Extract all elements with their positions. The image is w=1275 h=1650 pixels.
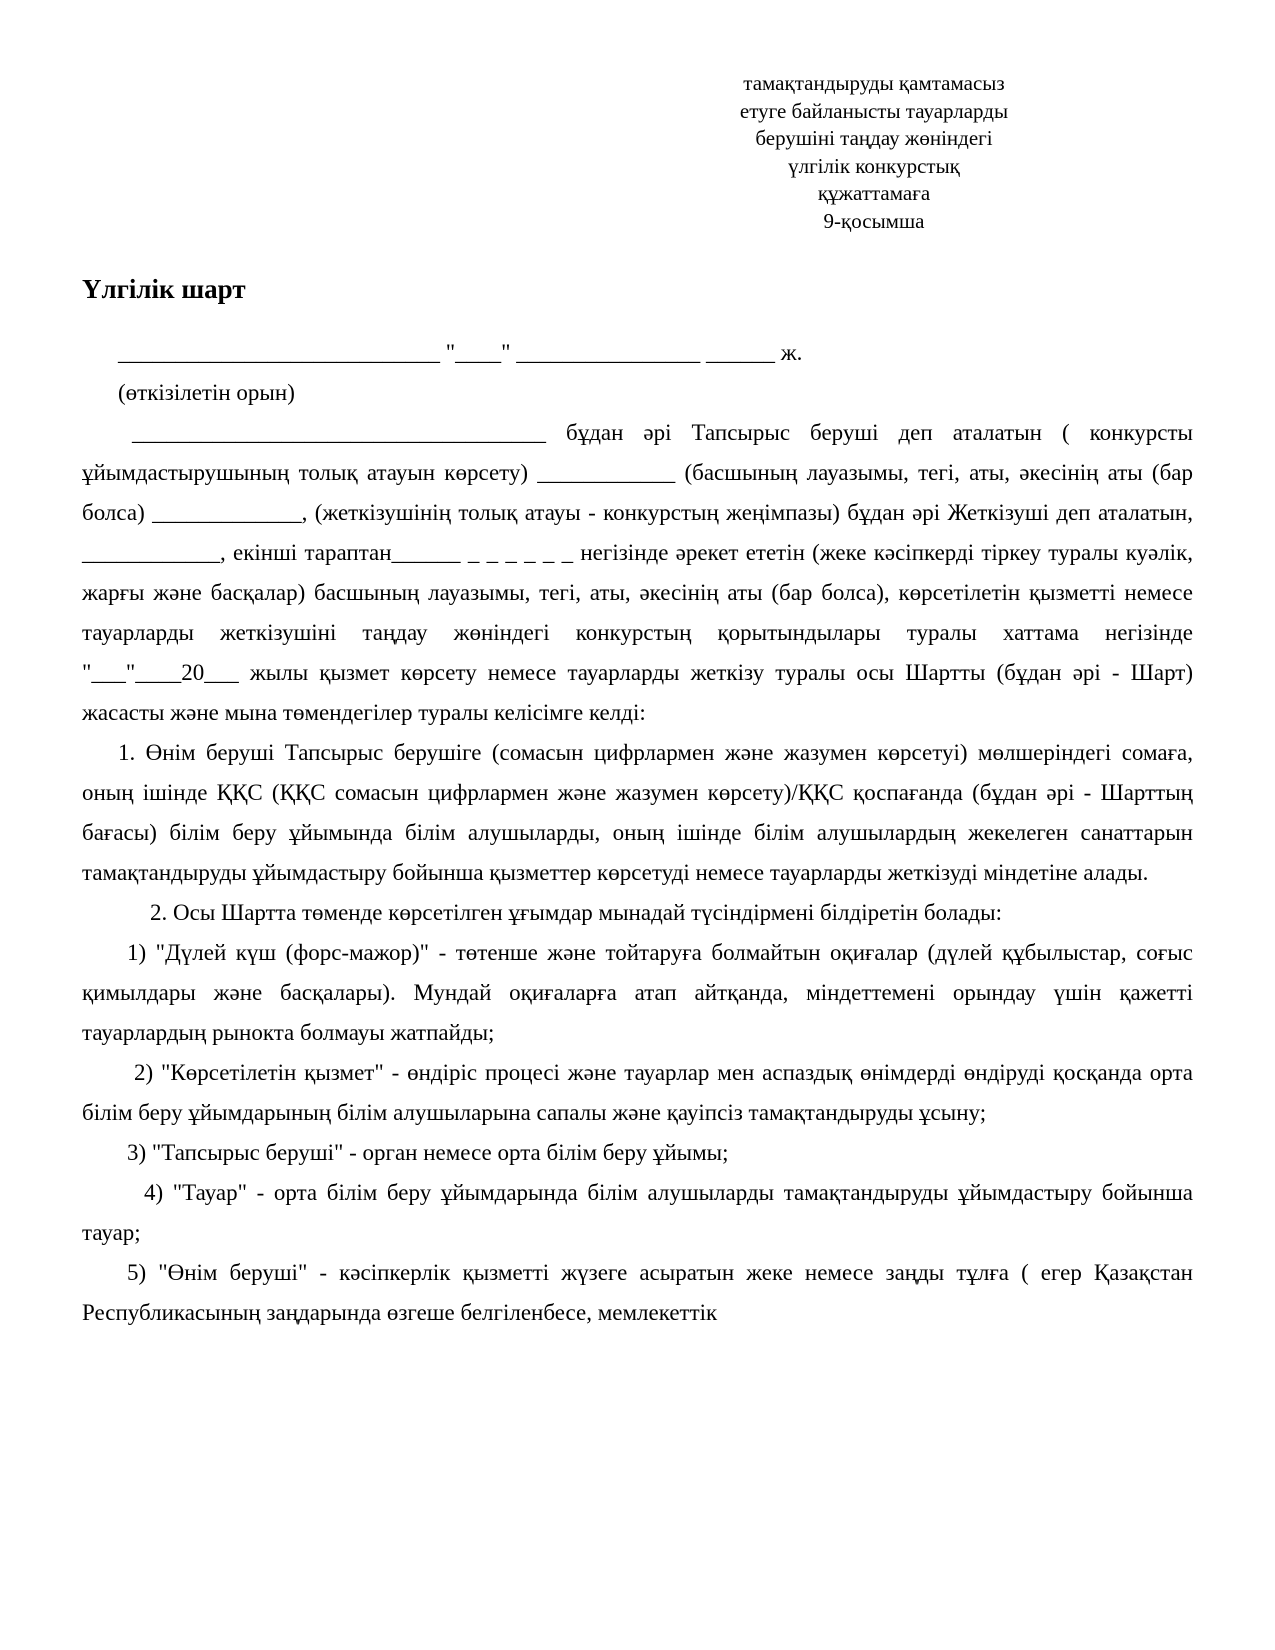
appendix-note-line: үлгілік конкурстық xyxy=(788,153,960,178)
appendix-note-line: құжаттамаға xyxy=(817,181,931,205)
paragraph-definition-5: 5) "Өнім беруші" - кәсіпкерлік қызметті жүзеге асыратын жеке немесе заңды тұлға ( егер Қазақстан Республикасының заңдарында өзгеше белгіленбесе, мемлекеттік xyxy=(82,1260,1193,1325)
paragraph-definition-3: 3) "Тапсырыс беруші" - орган немесе орта білім беру ұйымы; xyxy=(127,1140,729,1165)
paragraph-definition-1: 1) "Дүлей күш (форс-мажор)" - төтенше және тойтаруға болмайтын оқиғалар (дүлей құбылыстар, соғыс қимылдары және басқалары). Мундай оқиғаларға атап айтқанда, міндеттемені орындау үшін қажетті тауарлардың рынокта болмауы жатпайды; xyxy=(82,940,1193,1045)
paragraph-clause-1: 1. Өнім беруші Тапсырыс берушіге (сомасын цифрлармен және жазумен көрсетуі) мөлшеріндегі сомаға, оның ішінде ҚҚС (ҚҚС сомасын цифрлармен және жазумен көрсету)/ҚҚС қоспағанда (бұдан әрі - Шарттың бағасы) білім беру ұйымында білім алушыларды, оның ішінде білім алушылардың жекелеген санаттарын тамақтандыруды ұйымдастыру бойынша қызметтер көрсетуді немесе тауарларды жеткізуді міндетіне алады. xyxy=(82,740,1193,885)
paragraph-clause-2: 2. Осы Шартта төменде көрсетілген ұғымдар мынадай түсіндірмені білдіретін болады: xyxy=(150,900,1002,925)
appendix-note xyxy=(714,70,1034,235)
date-place-blank-line: ____________________________ "____" ________________ ______ ж. xyxy=(118,340,803,365)
appendix-note-line: етуге байланысты тауарларды xyxy=(739,98,1009,123)
appendix-number-line: 9-қосымша xyxy=(823,208,925,233)
appendix-note-line: тамақтандыруды қамтамасыз xyxy=(743,71,1005,95)
place-caption: (өткізілетін орын) xyxy=(118,380,295,405)
paragraph-definition-4: 4) "Тауар" - орта білім беру ұйымдарында білім алушыларды тамақтандыруды ұйымдастыру бойынша тауар; xyxy=(82,1180,1193,1245)
paragraph-definition-2: 2) "Көрсетілетін қызмет" - өндіріс процесі және тауарлар мен аспаздық өнімдерді өндіруді қосқанда орта білім беру ұйымдарының білім алушыларына сапалы және қауіпсіз тамақтандыруды ұсыну; xyxy=(82,1060,1193,1125)
document-title: Үлгілік шарт xyxy=(82,274,246,304)
appendix-note-line: берушіні таңдау жөніндегі xyxy=(755,126,993,150)
paragraph-preamble: ____________________________________ бұдан әрі Тапсырыс беруші деп аталатын ( конкурсты ұйымдастырушының толық атауын көрсету) ____________ (басшының лауазымы, тегі, аты, әкесінің аты (бар болса) _____________, (жеткізушінің толық атауы - конкурстың жеңімпазы) бұдан әрі Жеткізуші деп аталатын, ____________, екінші тараптан______ _ _ _ _ _ _ негізінде әрекет ететін (жеке кәсіпкерді тіркеу туралы куәлік, жарғы және басқалар) басшының лауазымы, тегі, аты, әкесінің аты (бар болса), көрсетілетін қызметті немесе тауарларды жеткізушіні таңдау жөніндегі конкурстың қорытындылары туралы хаттама негізінде "___"____20___ жылы қызмет көрсету немесе тауарларды жеткізу туралы осы Шартты (бұдан әрі - Шарт) жасасты және мына төмендегілер туралы келісімге келді: xyxy=(82,420,1193,725)
